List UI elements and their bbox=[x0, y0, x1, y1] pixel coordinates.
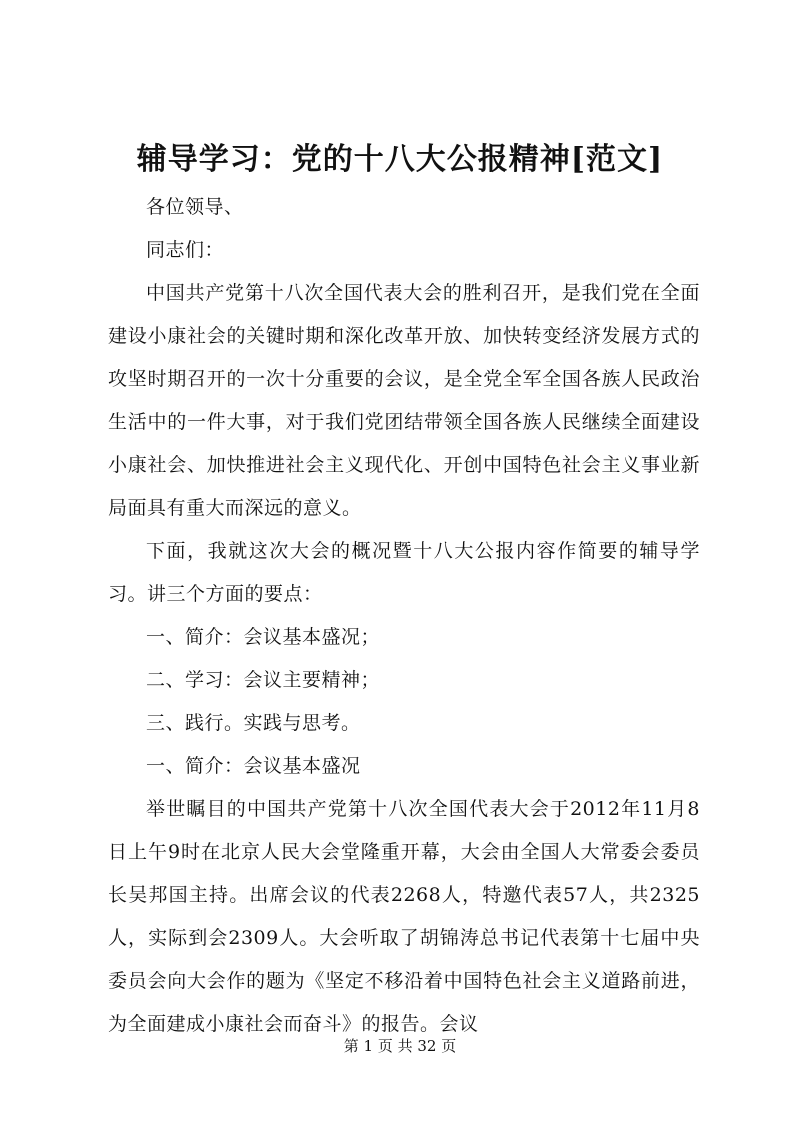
outline-item: 二、学习：会议主要精神； bbox=[146, 669, 381, 691]
body-paragraph: 举世瞩目的中国共产党第十八次全国代表大会于2012年11月8日上午9时在北京人民大会堂隆重开幕，大会由全国人大常委会委员长吴邦国主持。出席会议的代表2268人，特邀代表57人，共2325人，实际到会2309人。大会听取了胡锦涛总书记代表第十七届中央委员会向大会作的题为《坚定不移沿着中国特色社会主义道路前进，为全面建成小康社会而奋斗》的报告。会议 bbox=[108, 798, 700, 1035]
section-heading: 一、简介：会议基本盛况 bbox=[146, 755, 361, 777]
salutation-line-2: 同志们： bbox=[146, 239, 225, 261]
body-paragraph: 中国共产党第十八次全国代表大会的胜利召开，是我们党在全面建设小康社会的关键时期和深化改革开放、加快转变经济发展方式的攻坚时期召开的一次十分重要的会议，是全党全军全国各族人民政治生活中的一件大事，对于我们党团结带领全国各族人民继续全面建设小康社会、加快推进社会主义现代化、开创中国特色社会主义事业新局面具有重大而深远的意义。 bbox=[108, 282, 700, 519]
outline-item: 一、简介：会议基本盛况； bbox=[146, 626, 381, 648]
document-title: 辅导学习：党的十八大公报精神[范文] bbox=[136, 142, 664, 177]
body-paragraph: 下面，我就这次大会的概况暨十八大公报内容作简要的辅导学习。讲三个方面的要点： bbox=[108, 540, 700, 605]
outline-item: 三、践行。实践与思考。 bbox=[146, 712, 361, 734]
document-body bbox=[108, 186, 700, 1046]
page-number-footer: 第 1 页 共 32 页 bbox=[343, 1037, 457, 1055]
salutation-line-1: 各位领导、 bbox=[146, 196, 244, 218]
